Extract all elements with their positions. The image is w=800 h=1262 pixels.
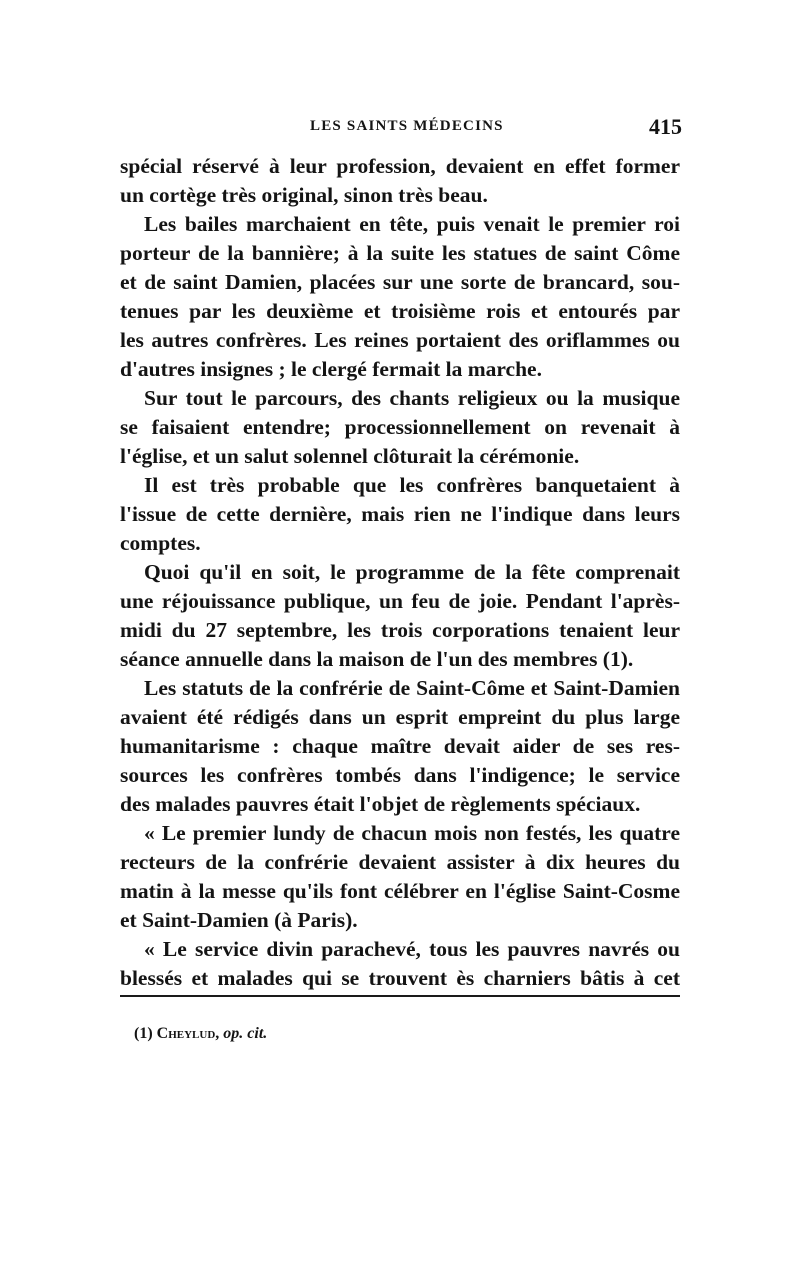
text-line: une réjouissance publique, un feu de joie. Pendant l'après-: [120, 589, 680, 613]
footnote: (1) Cheylud, op. cit.: [134, 1025, 268, 1042]
text-line: tenues par les deuxième et troisième rois et entourés par: [120, 299, 680, 323]
page-number: 415: [649, 114, 682, 139]
text-line: l'issue de cette dernière, mais rien ne l'indique dans leurs: [120, 502, 680, 526]
text-line: se faisaient entendre; processionnellement on revenait à: [120, 415, 680, 439]
text-line: « Le service divin parachevé, tous les pauvres navrés ou: [144, 937, 680, 961]
text-line: Il est très probable que les confrères banquetaient à: [144, 473, 680, 497]
text-line: avaient été rédigés dans un esprit empreint du plus large: [120, 705, 680, 729]
footnote-marker: (1): [134, 1025, 153, 1042]
text-line: humanitarisme : chaque maître devait aider de ses res-: [120, 734, 680, 758]
text-line: midi du 27 septembre, les trois corporations tenaient leur: [120, 618, 680, 642]
text-line: comptes.: [120, 531, 201, 555]
text-line: Les bailes marchaient en tête, puis venait le premier roi: [144, 212, 680, 236]
running-title: LES SAINTS MÉDECINS: [310, 118, 504, 134]
text-line: et Saint-Damien (à Paris).: [120, 908, 358, 932]
text-line: un cortège très original, sinon très beau.: [120, 183, 488, 207]
text-line: les autres confrères. Les reines portaient des oriflammes ou: [120, 328, 680, 352]
text-line: Sur tout le parcours, des chants religieux ou la musique: [144, 386, 680, 410]
text-line: l'église, et un salut solennel clôturait la cérémonie.: [120, 444, 580, 468]
footnote-divider: [120, 995, 680, 997]
text-line: des malades pauvres était l'objet de règlements spéciaux.: [120, 792, 641, 816]
text-line: « Le premier lundy de chacun mois non festés, les quatre: [144, 821, 680, 845]
text-line: blessés et malades qui se trouvent ès charniers bâtis à cet: [120, 966, 680, 990]
text-line: sources les confrères tombés dans l'indigence; le service: [120, 763, 680, 787]
text-line: Quoi qu'il en soit, le programme de la fête comprenait: [144, 560, 680, 584]
text-line: matin à la messe qu'ils font célébrer en l'église Saint-Cosme: [120, 879, 680, 903]
footnote-reference: op. cit.: [223, 1025, 268, 1042]
body-text: [120, 152, 680, 993]
text-line: et de saint Damien, placées sur une sorte de brancard, sou-: [120, 270, 680, 294]
footnote-author: Cheylud: [156, 1025, 216, 1042]
text-line: séance annuelle dans la maison de l'un des membres (1).: [120, 647, 634, 671]
text-line: d'autres insignes ; le clergé fermait la marche.: [120, 357, 542, 381]
text-line: spécial réservé à leur profession, devaient en effet former: [120, 154, 680, 178]
text-line: porteur de la bannière; à la suite les statues de saint Côme: [120, 241, 680, 265]
running-head: [120, 114, 682, 144]
text-line: recteurs de la confrérie devaient assister à dix heures du: [120, 850, 680, 874]
text-line: Les statuts de la confrérie de Saint-Côme et Saint-Damien: [144, 676, 680, 700]
